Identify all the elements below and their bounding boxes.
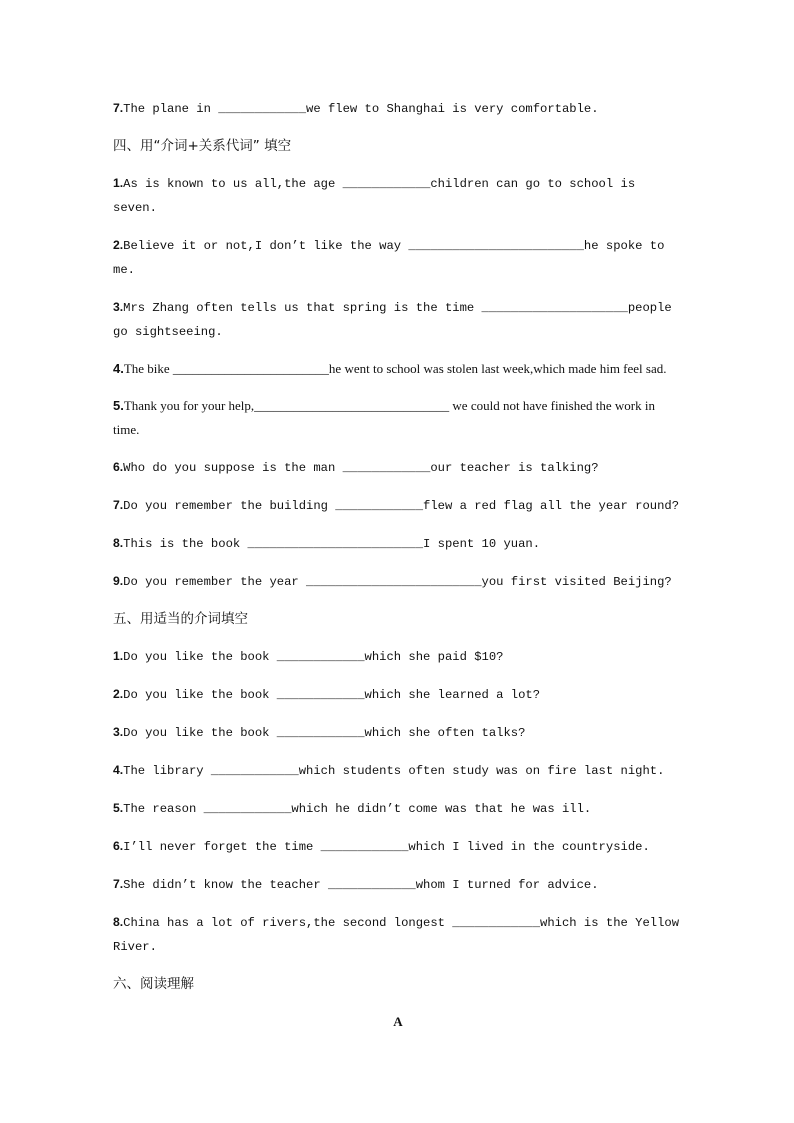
item-text: Who do you suppose is the man ____________our teacher is talking? [123,461,599,475]
exercise-item [113,682,683,707]
passage-label: A [393,1014,403,1029]
item-text: Believe it or not,I don’t like the way ________________________he spoke to me. [113,239,672,277]
item-number: 1. [113,176,124,190]
exercise-item [113,872,683,897]
item-text: Do you like the book ____________which she learned a lot? [123,688,541,702]
item-text: She didn’t know the teacher ____________whom I turned for advice. [123,878,599,892]
exercise-item [113,569,683,594]
exercise-item [113,455,683,480]
exercise-item [113,96,683,121]
item-text: As is known to us all,the age ____________children can go to school is seven. [113,177,643,215]
section-5-title: 五、用适当的介词填空 [113,611,248,627]
section-6-title: 六、阅读理解 [113,976,194,992]
item-text: The library ____________which students often study was on fire last night. [123,764,665,778]
item-number: 7. [113,101,124,115]
item-text: The plane in ____________we flew to Shanghai is very comfortable. [123,102,599,116]
item-number: 2. [113,238,124,252]
item-number: 7. [113,498,124,512]
item-number: 5. [113,398,124,413]
item-text: Mrs Zhang often tells us that spring is the time ____________________people go sightseeing. [113,301,680,339]
item-number: 8. [113,536,124,550]
item-number: 6. [113,839,124,853]
item-text: Thank you for your help,______________________________ we could not have finished the work in time. [113,398,659,437]
worksheet-page [113,96,687,1034]
item-number: 4. [113,763,124,777]
exercise-item [113,531,683,556]
exercise-item [113,394,683,442]
exercise-item [113,910,687,959]
item-number: 5. [113,801,124,815]
item-text: The reason ____________which he didn’t come was that he was ill. [123,802,592,816]
item-text: This is the book ________________________I spent 10 yuan. [123,537,541,551]
exercise-item [113,295,683,344]
item-text: Do you remember the building ____________flew a red flag all the year round? [123,499,680,513]
item-number: 3. [113,300,124,314]
exercise-item [113,644,683,669]
exercise-item [113,720,683,745]
item-text: The bike ________________________he went to school was stolen last week,which made him feel sad. [123,361,667,376]
item-number: 6. [113,460,124,474]
exercise-item [113,357,683,381]
item-number: 1. [113,649,124,663]
item-number: 8. [113,915,124,929]
section-4-title: 四、用“介词+关系代词” 填空 [113,138,292,154]
item-text: I’ll never forget the time ____________which I lived in the countryside. [123,840,650,854]
item-number: 2. [113,687,124,701]
item-text: Do you like the book ____________which she paid $10? [123,650,504,664]
exercise-item [113,796,683,821]
exercise-item [113,171,683,220]
item-text: Do you like the book ____________which she often talks? [123,726,526,740]
item-number: 4. [113,361,124,376]
item-number: 3. [113,725,124,739]
item-text: China has a lot of rivers,the second longest ____________which is the Yellow River. [113,916,687,954]
exercise-item [113,493,683,518]
exercise-item [113,758,683,783]
item-number: 9. [113,574,124,588]
exercise-item [113,233,683,282]
item-text: Do you remember the year ________________________you first visited Beijing? [123,575,672,589]
item-number: 7. [113,877,124,891]
exercise-item [113,834,683,859]
